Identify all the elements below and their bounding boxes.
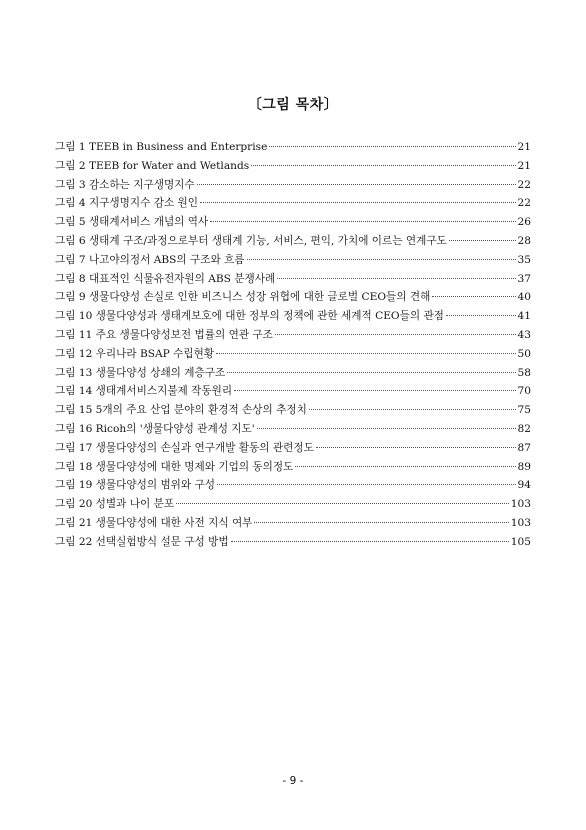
page-number: - 9 - [282,775,304,787]
toc-entry-page: 22 [517,197,531,210]
toc-entry-label: 그림 3 감소하는 지구생명지수 [55,178,195,191]
toc-entry-page: 87 [517,441,531,454]
toc-entry[interactable] [55,346,531,365]
toc-entry-page: 37 [517,272,531,285]
toc-entry-page: 75 [517,404,531,417]
toc-entry-page: 70 [517,385,531,398]
toc-title: 〔그림 목차〕 [247,97,339,113]
toc-entry[interactable] [55,477,531,496]
toc-entry-page: 82 [517,422,531,435]
dot-leader [176,503,509,504]
toc-entry[interactable] [55,365,531,384]
toc-entry-page: 50 [517,347,531,360]
dot-leader [316,447,516,448]
toc-entry[interactable] [55,252,531,271]
dot-leader [227,372,515,373]
toc-entry[interactable] [55,271,531,290]
toc-entry-page: 21 [517,159,531,172]
dot-leader [449,240,516,241]
toc-entry[interactable] [55,496,531,515]
toc-entry-page: 43 [517,328,531,341]
toc-entry[interactable] [55,195,531,214]
toc-entry-label: 그림 17 생물다양성의 손실과 연구개발 활동의 관련정도 [55,441,314,454]
toc-entry-label: 그림 1 TEEB in Business and Enterprise [55,141,268,153]
toc-entry-page: 40 [517,291,531,304]
dot-leader [275,334,516,335]
toc-entry-label: 그림 13 생물다양성 상쇄의 계층구조 [55,366,226,379]
toc-entry-page: 35 [517,253,531,266]
toc-entry-label: 그림 18 생물다양성에 대한 명제와 기업의 동의정도 [55,460,294,473]
dot-leader [257,428,516,429]
toc-entry-page: 103 [510,516,531,529]
dot-leader [277,278,515,279]
toc-entry[interactable] [55,177,531,196]
toc-entry-page: 94 [517,479,531,492]
dot-leader [234,390,515,391]
toc-entry-label: 그림 7 나고야의정서 ABS의 구조와 흐름 [55,253,245,266]
dot-leader [197,184,516,185]
toc-entry[interactable] [55,402,531,421]
toc-entry-label: 그림 21 생물다양성에 대한 사전 지식 여부 [55,516,253,529]
toc-entry[interactable] [55,214,531,233]
toc-entry[interactable] [55,327,531,346]
toc-entry[interactable] [55,534,531,553]
toc-entry[interactable] [55,139,531,158]
toc-entry-page: 41 [517,310,531,323]
dot-leader [210,221,515,222]
toc-entry-label: 그림 20 성별과 나이 분포 [55,498,175,511]
toc-entry-label: 그림 2 TEEB for Water and Wetlands [55,159,250,172]
dot-leader [200,202,516,203]
toc-entry[interactable] [55,440,531,459]
toc-entry-page: 105 [510,535,531,548]
toc-entry-label: 그림 19 생물다양성의 범위와 구성 [55,479,215,492]
dot-leader [216,353,515,354]
toc-entry-page: 58 [517,366,531,379]
toc-entry[interactable] [55,515,531,534]
toc-entry[interactable] [55,383,531,402]
toc-entry[interactable] [55,158,531,177]
toc-entry-page: 21 [517,141,531,153]
toc-entry-page: 103 [510,498,531,511]
toc-entry[interactable] [55,308,531,327]
toc-entry-label: 그림 5 생태계서비스 개념의 역사 [55,216,209,229]
toc-entry-page: 26 [517,216,531,229]
toc-entry-label: 그림 16 Ricoh의 '생물다양성 관계성 지도' [55,422,255,435]
toc-entry-page: 89 [517,460,531,473]
toc-entry[interactable] [55,421,531,440]
dot-leader [254,522,508,523]
toc-entry-label: 그림 4 지구생명지수 감소 원인 [55,197,199,210]
toc-entry-label: 그림 15 5개의 주요 산업 분야의 환경적 손상의 추정치 [55,404,307,417]
toc-entry[interactable] [55,289,531,308]
toc-entry[interactable] [55,233,531,252]
toc-entry-label: 그림 14 생태계서비스지불제 작동원리 [55,385,233,398]
dot-leader [269,146,515,147]
dot-leader [432,296,515,297]
dot-leader [446,315,516,316]
dot-leader [247,259,516,260]
toc-entry-label: 그림 22 선택실험방식 설문 구성 방법 [55,535,229,548]
toc-entry-label: 그림 12 우리나라 BSAP 수립현황 [55,347,215,360]
toc-entry-label: 그림 6 생태계 구조/과정으로부터 생태계 기능, 서비스, 편익, 가치에 이르는 연계구도 [55,234,447,247]
toc-entry-label: 그림 11 주요 생물다양성보전 법률의 연관 구조 [55,328,273,341]
toc-entry-page: 22 [517,178,531,191]
toc-entry-label: 그림 8 대표적인 식물유전자원의 ABS 분쟁사례 [55,272,276,285]
dot-leader [251,165,515,166]
figure-list [55,139,531,553]
dot-leader [295,466,515,467]
toc-entry[interactable] [55,459,531,478]
toc-entry-label: 그림 9 생물다양성 손실로 인한 비즈니스 성장 위협에 대한 글로벌 CEO들의 견해 [55,291,431,304]
dot-leader [231,541,509,542]
toc-entry-page: 28 [517,234,531,247]
toc-entry-label: 그림 10 생물다양성과 생태계보호에 대한 정부의 정책에 관한 세계적 CEO들의 관점 [55,310,444,323]
dot-leader [217,484,516,485]
dot-leader [309,409,516,410]
